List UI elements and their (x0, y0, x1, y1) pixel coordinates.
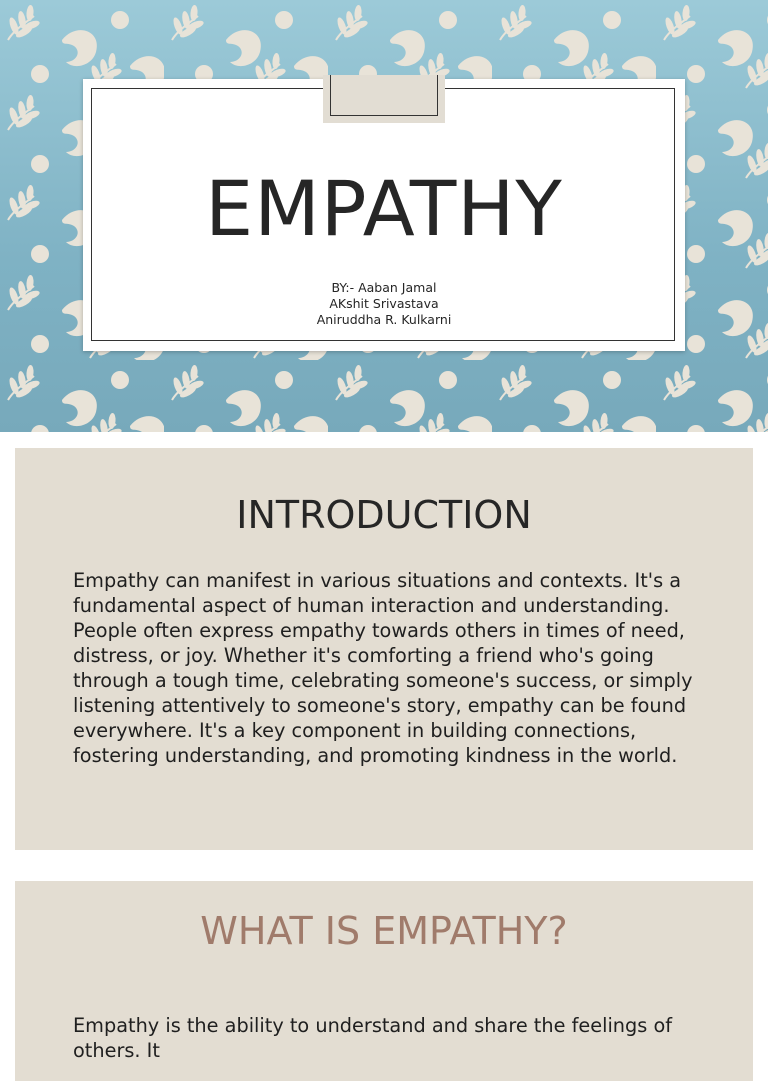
slide-heading: INTRODUCTION (236, 493, 532, 537)
what-is-empathy-slide (15, 881, 753, 1081)
author-line: Aniruddha R. Kulkarni (316, 312, 452, 327)
title-card (83, 79, 685, 351)
slide-body-text: Empathy is the ability to understand and share the feelings of others. It (73, 1014, 673, 1062)
decorative-tab-frame (330, 75, 438, 116)
introduction-slide (15, 448, 753, 850)
presentation-title: EMPATHY (205, 164, 563, 253)
slide-body-text: Empathy can manifest in various situations and contexts. It's a fundamental aspect of human interaction and understanding. People often express empathy towards others in times of need, distress, or joy. Whether it's comforting a friend who's going through a tough time, celebrating someone's success, or simply listening attentively to someone's story, empathy can be found everywhere. It's a key component in building connections, fostering understanding, and promoting kindness in the world. (73, 569, 693, 767)
decorative-tab (323, 75, 445, 123)
slide-heading: WHAT IS EMPATHY? (200, 909, 568, 953)
author-list (83, 280, 685, 328)
title-slide (0, 0, 768, 432)
author-line: BY:- Aaban Jamal (331, 280, 437, 295)
author-line: AKshit Srivastava (329, 296, 439, 311)
